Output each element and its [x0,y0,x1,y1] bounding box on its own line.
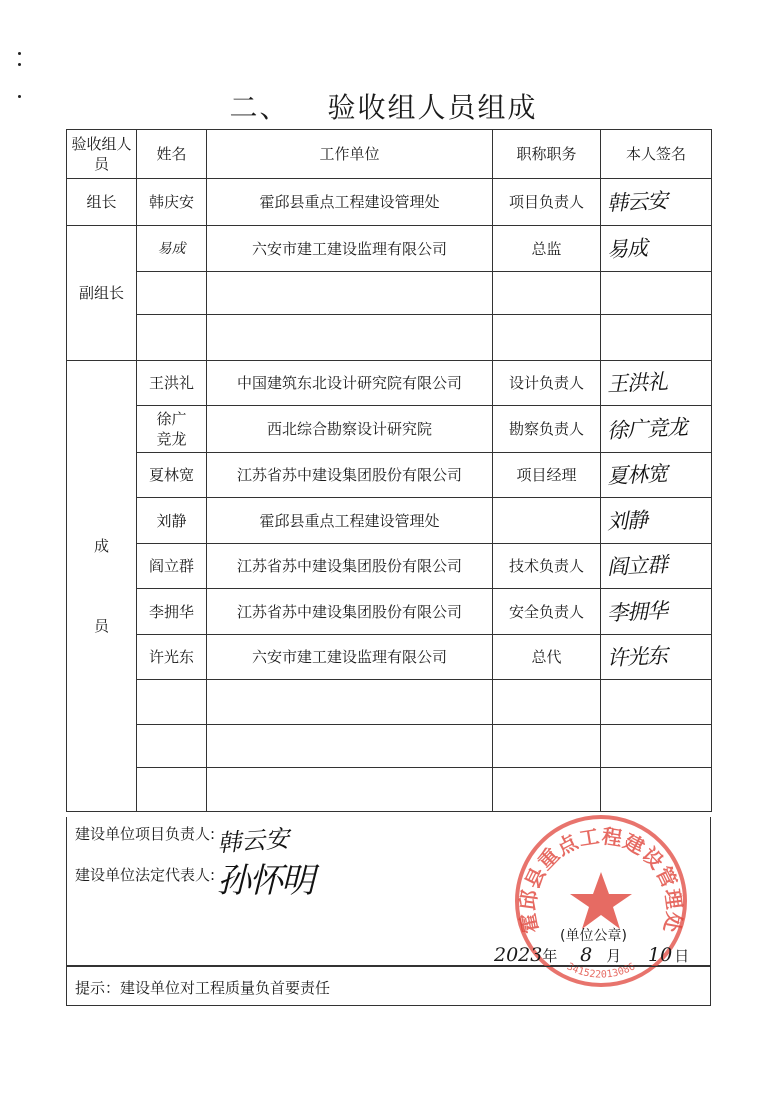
table-row [67,179,712,226]
handwritten-signature: 夏林宽 [606,461,668,489]
member-title [493,498,601,544]
member-title [493,725,601,768]
member-title [493,768,601,812]
table-row [67,544,712,589]
member-unit: 中国建筑东北设计研究院有限公司 [207,361,493,406]
signature-cell [601,680,712,725]
member-name: 李拥华 [137,589,207,635]
signature-cell [601,498,712,544]
signature-cell [601,768,712,812]
handwritten-signature: 韩云安 [606,188,668,216]
role-deputy: 副组长 [67,226,137,361]
table-row [67,725,712,768]
date-year-label: 年 [542,947,558,965]
member-title [493,680,601,725]
member-name: 刘静 [137,498,207,544]
member-unit: 江苏省苏中建设集团股份有限公司 [207,589,493,635]
seal-caption: (单位公章) [560,928,627,944]
member-title [493,272,601,315]
member-unit: 霍邱县重点工程建设管理处 [207,498,493,544]
date-day: 10 [648,944,673,966]
role-members-char-2: 员 [93,617,109,635]
member-unit [207,768,493,812]
table-row [67,498,712,544]
member-name [137,768,207,812]
handwritten-signature: 李拥华 [606,597,668,626]
member-unit [207,680,493,725]
handwritten-signature: 易成 [606,235,648,262]
table-row [67,453,712,498]
member-unit: 西北综合勘察设计研究院 [207,406,493,453]
member-name [137,272,207,315]
table-row [67,272,712,315]
member-name: 王洪礼 [137,361,207,406]
date-month-label: 月 [606,947,622,965]
member-unit [207,725,493,768]
member-name: 夏林宽 [137,453,207,498]
member-name [137,315,207,361]
member-title [493,315,601,361]
header-group: 验收组人员 [67,130,137,179]
table-row [67,406,712,453]
member-name [137,725,207,768]
role-members-char-1: 成 [93,537,109,555]
sign-date [494,944,689,966]
member-unit [207,272,493,315]
member-unit: 江苏省苏中建设集团股份有限公司 [207,453,493,498]
member-title: 项目负责人 [493,179,601,226]
table-row [67,589,712,635]
table-row [67,680,712,725]
header-title: 职称职务 [493,130,601,179]
member-name-text: 徐广竞龙 [156,410,187,448]
signature-cell [601,453,712,498]
table-row [67,635,712,680]
role-leader: 组长 [67,179,137,226]
project-lead-signature: 韩云安 [216,824,291,858]
signature-cell [601,272,712,315]
header-name: 姓名 [137,130,207,179]
header-signature: 本人签名 [601,130,712,179]
member-title: 总监 [493,226,601,272]
seal-text: 霍邱县重点工程建设管理处 [515,823,687,936]
date-month: 8 [580,944,593,966]
member-title: 设计负责人 [493,361,601,406]
member-title: 总代 [493,635,601,680]
table-header-row [67,130,712,179]
handwritten-signature: 王洪礼 [606,369,668,397]
signature-cell [601,589,712,635]
member-title: 勘察负责人 [493,406,601,453]
signature-cell [601,406,712,453]
table-row [67,315,712,361]
handwritten-signature: 徐广竞龙 [606,414,688,444]
scan-mark [18,63,21,66]
signature-cell [601,725,712,768]
section-number: 二、 [229,91,290,124]
member-name: 阎立群 [137,544,207,589]
signature-cell [601,179,712,226]
member-title: 技术负责人 [493,544,601,589]
tip-box [66,966,711,1006]
seal-star-icon [570,872,632,929]
signature-cell [601,226,712,272]
tip-text: 提示：建设单位对工程质量负首要责任 [75,979,331,997]
project-lead-label: 建设单位项目负责人: [75,825,216,843]
member-name: 韩庆安 [137,179,207,226]
member-unit: 六安市建工建设监理有限公司 [207,226,493,272]
member-unit [207,315,493,361]
section-title: 验收组人员组成 [327,91,538,124]
table-row [67,361,712,406]
seal-code: 341522013086 [564,961,638,981]
handwritten-signature: 刘静 [606,507,648,534]
member-unit: 六安市建工建设监理有限公司 [207,635,493,680]
signature-cell [601,361,712,406]
table-row [67,226,712,272]
legal-rep-label: 建设单位法定代表人: [75,866,216,884]
header-unit: 工作单位 [207,130,493,179]
signature-cell [601,544,712,589]
signature-cell [601,315,712,361]
legal-rep-signature: 孙怀明 [217,861,313,901]
member-title: 项目经理 [493,453,601,498]
acceptance-team-table [66,129,712,812]
role-members [67,361,137,812]
signature-cell [601,635,712,680]
date-year: 2023 [494,944,543,966]
handwritten-signature: 许光东 [606,643,668,671]
member-name: 易成 [137,226,207,272]
member-name: 许光东 [137,635,207,680]
handwritten-signature: 阎立群 [606,552,668,580]
page-title [0,86,767,126]
member-unit: 江苏省苏中建设集团股份有限公司 [207,544,493,589]
table-row [67,768,712,812]
member-name [137,406,207,453]
scan-mark [18,52,21,55]
member-unit: 霍邱县重点工程建设管理处 [207,179,493,226]
member-name [137,680,207,725]
date-day-label: 日 [674,947,690,965]
member-title: 安全负责人 [493,589,601,635]
